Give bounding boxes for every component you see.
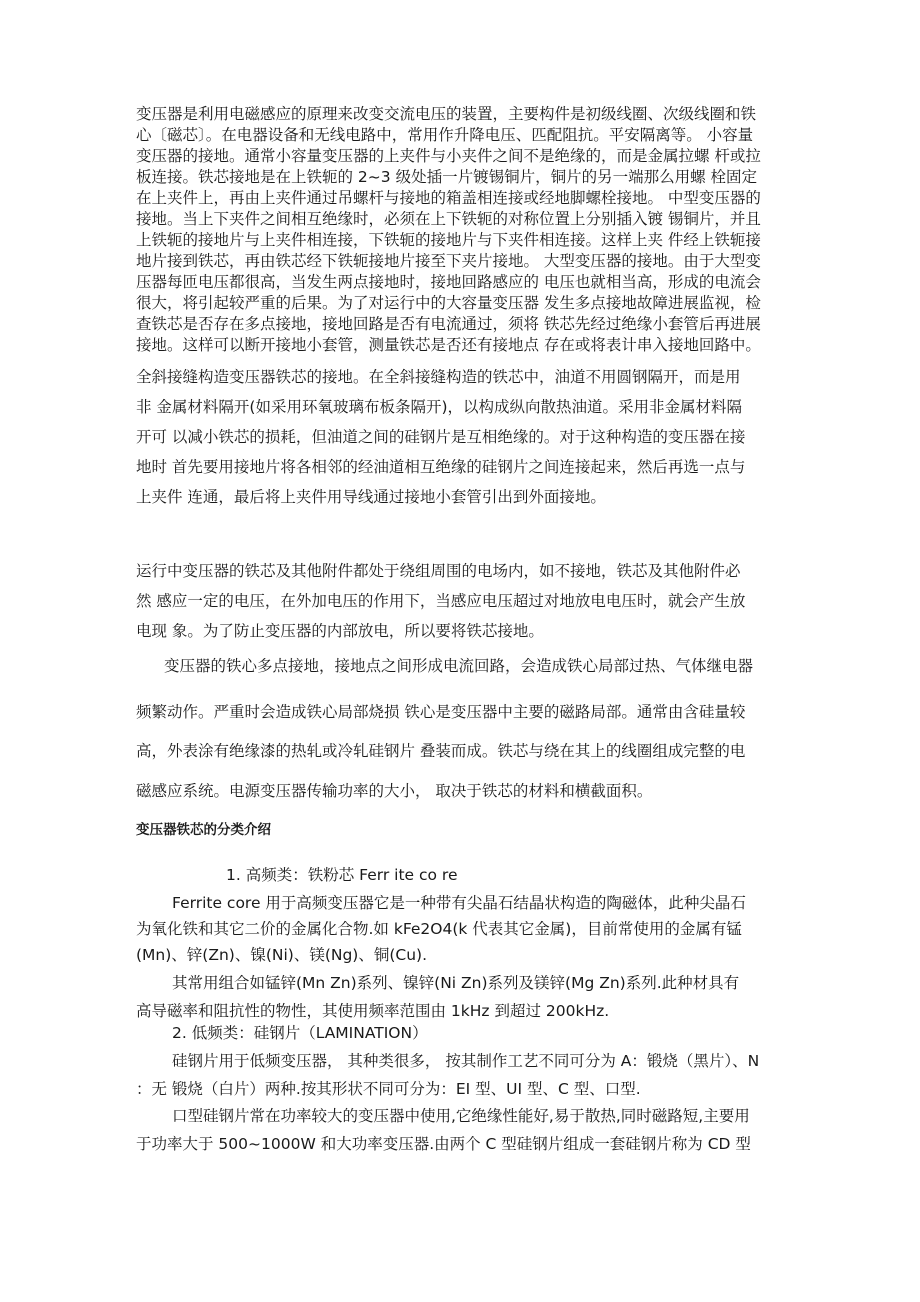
text-line: 开可 以减小铁芯的损耗，但油道之间的硅钢片是互相绝缘的。对于这种构造的变压器在接 [136, 428, 746, 446]
text-line: 高，外表涂有绝缘漆的热轧或冷轧硅钢片 叠装而成。铁芯与绕在其上的线圈组成完整的电 [136, 742, 746, 760]
text-line: 接地。这样可以断开接地小套管，测量铁芯是否还有接地点 存在或将表计串入接地回路中。 [136, 336, 761, 354]
text-line: 高导磁率和阻抗性的物性，其使用频率范围由 1kHz 到超过 200kHz. [136, 1002, 610, 1020]
text-line: 变压器的铁心多点接地，接地点之间形成电流回路，会造成铁心局部过热、气体继电器 [164, 657, 754, 675]
text-line: 上铁轭的接地片与上夹件相连接，下铁轭的接地片与下夹件相连接。这样上夹 件经上铁轭接 [136, 231, 761, 249]
text-line: 然 感应一定的电压，在外加电压的作用下，当感应电压超过对地放电电压时，就会产生放 [136, 592, 746, 610]
section-heading: 变压器铁芯的分类介绍 [136, 822, 271, 838]
text-line: 变压器的接地。通常小容量变压器的上夹件与小夹件之间不是绝缘的，而是金属拉螺 杆或拉 [136, 147, 761, 165]
text-line: 磁感应系统。电源变压器传输功率的大小， 取决于铁芯的材料和横截面积。 [136, 782, 653, 800]
text-line: 运行中变压器的铁芯及其他附件都处于绕组周围的电场内，如不接地，铁芯及其他附件必 [136, 562, 741, 580]
text-line: 地时 首先要用接地片将各相邻的经油道相互绝缘的硅钢片之间连接起来，然后再选一点与 [136, 458, 746, 476]
text-line: 在上夹件上，再由上夹件通过吊螺杆与接地的箱盖相连接或经地脚螺栓接地。 中型变压器的 [136, 189, 761, 207]
text-line: 硅钢片用于低频变压器， 其种类很多， 按其制作工艺不同可分为 A：锻烧（黑片）、N [172, 1052, 760, 1070]
text-line: 压器每匝电压都很高，当发生两点接地时，接地回路感应的 电压也就相当高，形成的电流会 [136, 273, 761, 291]
text-line: 口型硅钢片常在功率较大的变压器中使用,它绝缘性能好,易于散热,同时磁路短,主要用 [172, 1107, 750, 1125]
text-line: 电现 象。为了防止变压器的内部放电，所以要将铁芯接地。 [136, 622, 544, 640]
text-line: 其常用组合如锰锌(Mn Zn)系列、镍锌(Ni Zn)系列及镁锌(Mg Zn)系列.此种材具有 [172, 974, 740, 992]
text-line: 很大，将引起较严重的后果。为了对运行中的大容量变压器 发生多点接地故障进展监视，检 [136, 294, 761, 312]
text-line: (Mn)、锌(Zn)、镍(Ni)、镁(Ng)、铜(Cu). [136, 946, 428, 964]
text-line: 板连接。铁芯接地是在上铁轭的 2~3 级处插一片镀锡铜片，铜片的另一端那么用螺 栓固定 [136, 168, 757, 186]
text-line: 上夹件 连通，最后将上夹件用导线通过接地小套管引出到外面接地。 [136, 488, 606, 506]
text-line: 为氧化铁和其它二价的金属化合物.如 kFe2O4(k 代表其它金属)，目前常使用的金属有锰 [136, 920, 742, 938]
text-line: 心〔磁芯〕。在电器设备和无线电路中，常用作升降电压、匹配阻抗。平安隔离等。 小容量 [136, 126, 754, 144]
text-line: 查铁芯是否存在多点接地，接地回路是否有电流通过，须将 铁芯先经过绝缘小套管后再进展 [136, 315, 761, 333]
text-line: 变压器是利用电磁感应的原理来改变交流电压的装置，主要构件是初级线圈、次级线圈和铁 [136, 105, 757, 123]
text-line: 频繁动作。严重时会造成铁心局部烧损 铁心是变压器中主要的磁路局部。通常由含硅量较 [136, 703, 746, 721]
text-line: 非 金属材料隔开(如采用环氧玻璃布板条隔开)，以构成纵向散热油道。采用非金属材料隔 [136, 398, 743, 416]
text-line: 地片接到铁芯，再由铁芯经下铁轭接地片接至下夹片接地。 大型变压器的接地。由于大型变 [136, 252, 761, 270]
text-line: Ferrite core 用于高频变压器它是一种带有尖晶石结晶状构造的陶磁体，此种尖晶石 [172, 894, 746, 912]
text-line: 接地。当上下夹件之间相互绝缘时，必须在上下铁轭的对称位置上分别插入镀 锡铜片，并且 [136, 210, 761, 228]
item-title-low-frequency: 2. 低频类：硅钢片（LAMINATION） [172, 1024, 428, 1042]
text-line: ：无 锻烧（白片）两种.按其形状不同可分为：EI 型、UI 型、C 型、口型. [136, 1080, 641, 1098]
text-line: 于功率大于 500~1000W 和大功率变压器.由两个 C 型硅钢片组成一套硅钢片称为 CD 型 [136, 1135, 751, 1153]
text-line: 全斜接缝构造变压器铁芯的接地。在全斜接缝构造的铁芯中，油道不用圆钢隔开，而是用 [136, 368, 741, 386]
item-title-high-frequency: 1. 高频类：铁粉芯 Ferr ite co re [226, 866, 458, 884]
